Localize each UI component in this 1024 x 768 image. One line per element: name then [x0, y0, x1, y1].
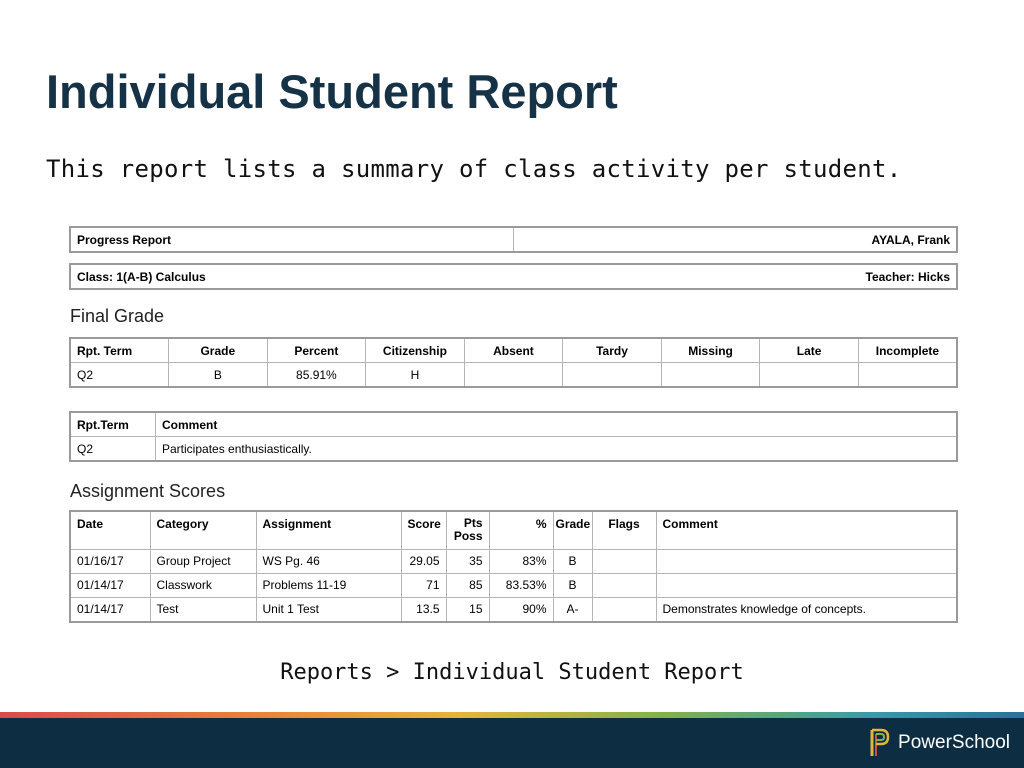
- comments-table: [69, 411, 958, 462]
- cell-pts-poss: 85: [446, 573, 489, 597]
- cell-grade: B: [553, 549, 592, 573]
- cell-flags: [592, 573, 656, 597]
- col-category: Category: [150, 511, 256, 549]
- class-info: [69, 263, 958, 290]
- col-rpt-term: Rpt. Term: [70, 338, 169, 363]
- cell-category: Group Project: [150, 549, 256, 573]
- class-info-table: [69, 263, 958, 290]
- cell-category: Classwork: [150, 573, 256, 597]
- cell-grade: B: [553, 573, 592, 597]
- powerschool-p-icon: [868, 728, 892, 758]
- cell-score: 71: [401, 573, 446, 597]
- cell-assignment: Unit 1 Test: [256, 597, 401, 622]
- col-grade: Grade: [169, 338, 268, 363]
- cell-date: 01/14/17: [70, 573, 150, 597]
- comments-header-row: [70, 412, 957, 437]
- cell-pts-poss: 15: [446, 597, 489, 622]
- report-name: Progress Report: [70, 227, 514, 252]
- cell-percent: 90%: [489, 597, 553, 622]
- cell-comment: [656, 573, 957, 597]
- assignments-section: [69, 510, 958, 623]
- cell-score: 29.05: [401, 549, 446, 573]
- table-row: [70, 597, 957, 622]
- cell-comment: [656, 549, 957, 573]
- cell-citizenship: H: [366, 363, 465, 388]
- cell-date: 01/16/17: [70, 549, 150, 573]
- col-comment: Comment: [656, 511, 957, 549]
- col-incomplete: Incomplete: [858, 338, 957, 363]
- col-pts-poss: [446, 511, 489, 549]
- cell-flags: [592, 597, 656, 622]
- cell-rpt-term: Q2: [70, 363, 169, 388]
- col-rpt-term: Rpt.Term: [70, 412, 156, 437]
- col-pts-label: Pts: [463, 516, 483, 530]
- cell-assignment: WS Pg. 46: [256, 549, 401, 573]
- progress-report-header-table: [69, 226, 958, 253]
- cell-missing: [661, 363, 760, 388]
- col-missing: Missing: [661, 338, 760, 363]
- table-row: [70, 549, 957, 573]
- col-grade: Grade: [553, 511, 592, 549]
- cell-rpt-term: Q2: [70, 437, 156, 462]
- cell-comment: Participates enthusiastically.: [156, 437, 958, 462]
- col-date: Date: [70, 511, 150, 549]
- cell-assignment: Problems 11-19: [256, 573, 401, 597]
- col-assignment: Assignment: [256, 511, 401, 549]
- col-flags: Flags: [592, 511, 656, 549]
- report-header: [69, 226, 958, 253]
- col-percent: Percent: [267, 338, 366, 363]
- col-score: Score: [401, 511, 446, 549]
- powerschool-logo: [868, 728, 1010, 758]
- final-grade-table: [69, 337, 958, 388]
- final-grade-section: [69, 337, 958, 388]
- page-subtitle: This report lists a summary of class activity per student.: [46, 155, 902, 183]
- cell-absent: [464, 363, 563, 388]
- assignment-scores-table: [69, 510, 958, 623]
- cell-score: 13.5: [401, 597, 446, 622]
- final-grade-heading: Final Grade: [70, 306, 165, 326]
- col-tardy: Tardy: [563, 338, 662, 363]
- cell-grade: B: [169, 363, 268, 388]
- col-citizenship: Citizenship: [366, 338, 465, 363]
- cell-date: 01/14/17: [70, 597, 150, 622]
- student-name: AYALA, Frank: [514, 227, 958, 252]
- cell-late: [760, 363, 859, 388]
- cell-tardy: [563, 363, 662, 388]
- col-comment: Comment: [156, 412, 958, 437]
- cell-incomplete: [858, 363, 957, 388]
- comments-section: [69, 411, 958, 462]
- table-row: [70, 437, 957, 462]
- assignments-header-row: [70, 511, 957, 549]
- teacher-label: Teacher: Hicks: [514, 264, 958, 289]
- page-title: Individual Student Report: [46, 65, 618, 118]
- col-poss-label: Poss: [453, 529, 483, 543]
- cell-pts-poss: 35: [446, 549, 489, 573]
- cell-comment: Demonstrates knowledge of concepts.: [656, 597, 957, 622]
- table-row: [70, 363, 957, 388]
- final-grade-header-row: [70, 338, 957, 363]
- assignment-scores-heading: Assignment Scores: [70, 481, 226, 501]
- cell-grade: A-: [553, 597, 592, 622]
- cell-percent: 83%: [489, 549, 553, 573]
- col-percent: %: [489, 511, 553, 549]
- cell-flags: [592, 549, 656, 573]
- table-row: [70, 573, 957, 597]
- col-late: Late: [760, 338, 859, 363]
- class-label: Class: 1(A-B) Calculus: [70, 264, 514, 289]
- cell-percent: 85.91%: [267, 363, 366, 388]
- cell-percent: 83.53%: [489, 573, 553, 597]
- navigation-path: Reports > Individual Student Report: [280, 660, 744, 685]
- cell-category: Test: [150, 597, 256, 622]
- brand-name: PowerSchool: [898, 732, 1010, 753]
- col-absent: Absent: [464, 338, 563, 363]
